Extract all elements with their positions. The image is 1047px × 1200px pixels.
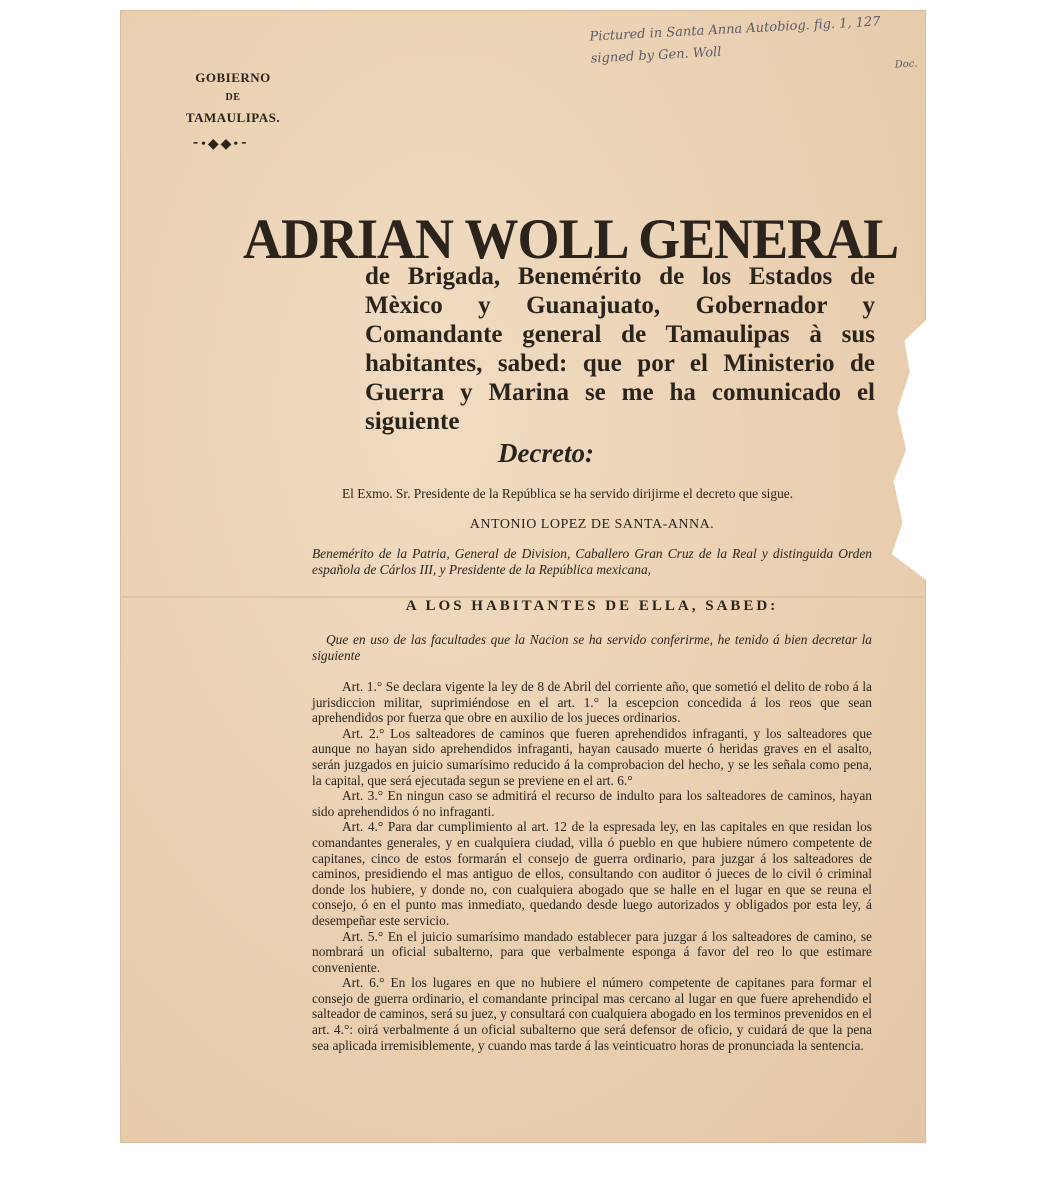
article-5: Art. 5.° En el juicio sumarísimo mandado establecer para juzgar á los salteadores de camino, se nombrará un oficial subalterno, para que verbalmente esponga á favor del reo lo que estimare conveniente. (312, 928, 872, 975)
article-3: Art. 3.° En ningun caso se admitirá el recurso de indulto para los salteadores de caminos, hayan sido aprehendidos ó no infraganti. (312, 788, 872, 819)
gov-line-3: TAMAULIPAS. (185, 110, 281, 125)
document-title: ADRIAN WOLL GENERAL (243, 207, 899, 271)
article-6: Art. 6.° En los lugares en que no hubiere el número competente de capitanes para formar el consejo de guerra ordinario, el comandante principal mas cercano al lugar en que fuere aprehendido el salteador de caminos, será su juez, y consultará con cualquiera abogado en los terminos prevenidos en el art. 4.°: oirá verbalmente á un oficial subalterno que será defensor de oficio, y cuidará de que la pena sea aplicada irremisiblemente, y cuando mas tarde á las veinticuatro horas de pronunciada la sentencia. (312, 975, 872, 1053)
preamble-paragraph: Que en uso de las facultades que la Nacion se ha servido conferirme, he tenido á bien decretar la siguiente (312, 632, 872, 663)
gov-line-1: GOBIERNO (195, 70, 271, 85)
government-heading (178, 68, 288, 128)
document-subtitle: de Brigada, Benemérito de los Estados de Mèxico y Guanajuato, Gobernador y Comandante general de Tamaulipas à sus habitantes, sabed: que por el Ministerio de Guerra y Marina se me ha comunicado el siguiente (365, 263, 875, 435)
signatory-titles: Benemérito de la Patria, General de Division, Caballero Gran Cruz de la Real y distinguida Orden española de Cárlos III, y Presidente de la República mexicana, (312, 546, 872, 577)
handnote-code: Doc. (894, 58, 918, 71)
gov-line-2: DE (225, 92, 241, 103)
article-2: Art. 2.° Los salteadores de caminos que fueren aprehendidos infraganti, y los salteadores que aunque no hayan sido aprehendidos infraganti, hayan causado muerte ó heridas graves en el asalto, serán juzgados en juicio sumarísimo reducido á la comprobacion del hecho, y se les señala como pena, la capital, que será ejecutada segun se previene en el art. 6.° (312, 725, 872, 788)
article-4: Art. 4.° Para dar cumplimiento al art. 12 de la espresada ley, en las capitales en que residan los comandantes generales, y en cualquiera ciudad, villa ó pueblo en que hubiere número competente de capitanes, cinco de estos formarán el consejo de guerra ordinario, para juzgar á los salteadores de caminos, presidiendo el mas antiguo de ellos, consultando con auditor ó jueces de lo civil ó criminal donde los hubiere, y donde no, con cualquiera abogado que se halle en el lugar en que se reuna el consejo, ó en el punto mas inmediato, quedando desde luego autorizados y obligados por esta ley, á desempeñar este servicio. (312, 819, 872, 928)
handnote-line-1: Pictured in Santa Anna Autobiog. fig. 1, 127 (589, 14, 881, 45)
signatory-name: ANTONIO LOPEZ DE SANTA-ANNA. (469, 517, 715, 532)
ornament-rule: ⁃•◆◆•⁃ (192, 137, 250, 152)
decreto-heading: Decreto: (498, 438, 594, 468)
article-1: Art. 1.° Se declara vigente la ley de 8 de Abril del corriente año, que sometió el delito de robo á la jurisdiccion militar, suprimiéndose en el art. 1.° la escepcion concedida á los reos que sean aprehendidos por fuerza que obre en auxilio de los jueces ordinarios. (312, 679, 872, 726)
handnote-line-2: signed by Gen. Woll (590, 44, 722, 67)
intro-paragraph: El Exmo. Sr. Presidente de la República se ha servido dirijirme el decreto que sigue. (342, 486, 794, 501)
address-heading: A LOS HABITANTES DE ELLA, SABED: (405, 598, 779, 614)
articles-list (312, 679, 872, 1053)
